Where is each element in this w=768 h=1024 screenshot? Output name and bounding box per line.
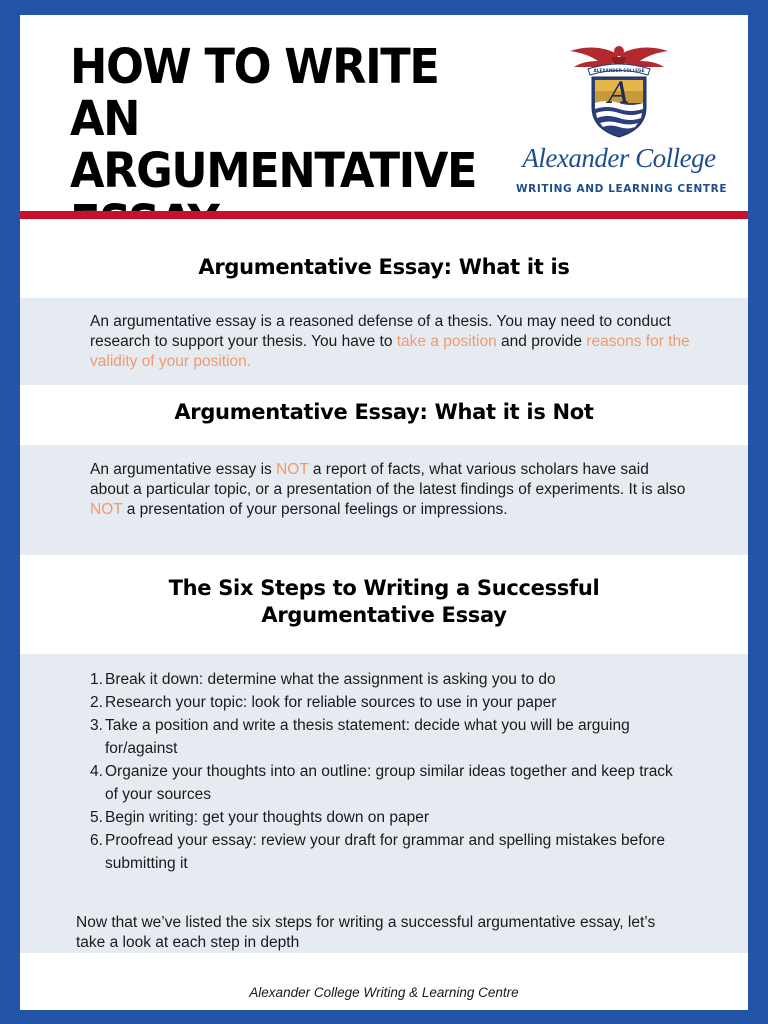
main-title-line-1: HOW TO WRITE AN: [70, 39, 439, 147]
section-steps-heading-line-1: The Six Steps to Writing a Successful: [168, 576, 600, 600]
section-what-it-is-not-paragraph: [90, 460, 690, 520]
step-number: 2.: [90, 694, 103, 711]
svg-text:A: A: [608, 76, 630, 111]
logo-college-name: Alexander College: [522, 143, 716, 173]
svg-text:ALEXANDER COLLEGE: ALEXANDER COLLEGE: [593, 68, 645, 73]
list-item: [90, 691, 690, 714]
highlight-not: NOT: [90, 501, 123, 518]
steps-list: [90, 668, 690, 875]
step-text: Take a position and write a thesis statement: decide what you will be arguing for/against: [105, 717, 630, 757]
list-item: [90, 714, 690, 760]
paragraph-text: a presentation of your personal feelings or impressions.: [122, 501, 508, 518]
section-what-it-is-body-band: [20, 298, 748, 385]
list-item: [90, 760, 690, 806]
section-what-it-is-paragraph: [90, 312, 690, 372]
highlight-take-a-position: take a position: [396, 333, 497, 350]
steps-closing-paragraph: Now that we’ve listed the six steps for writing a successful argumentative essay, let’s take a look at each step in depth: [76, 914, 656, 951]
list-item: [90, 806, 690, 829]
step-text: Organize your thoughts into an outline: group similar ideas together and keep track of your sources: [105, 763, 673, 803]
section-steps-heading-line-2: Argumentative Essay: [261, 603, 507, 627]
header-divider: [20, 211, 748, 219]
paragraph-text: a report of facts, what various scholars have said about a particular topic, or a presentation of the latest findings of experiments. It is also: [90, 461, 686, 498]
highlight-not: NOT: [276, 461, 309, 478]
logo-centre-name: WRITING AND LEARNING CENTRE: [516, 183, 728, 195]
paragraph-text: An argumentative essay is: [90, 461, 277, 478]
footer-text: Alexander College Writing & Learning Centre: [249, 985, 519, 1000]
section-what-it-is-not-heading-band: [20, 385, 748, 445]
step-number: 1.: [90, 671, 103, 688]
step-text: Break it down: determine what the assignment is asking you to do: [105, 671, 556, 688]
college-logo: [516, 41, 728, 201]
main-title-line-2: ARGUMENTATIVE: [70, 143, 477, 199]
section-steps-body-band: [20, 654, 748, 953]
section-what-it-is-heading-band: [20, 219, 748, 298]
college-crest-icon: [566, 41, 672, 139]
section-what-it-is-heading: Argumentative Essay: What it is: [198, 255, 570, 279]
step-number: 4.: [90, 763, 103, 780]
section-steps-heading-band: [20, 555, 748, 654]
header: [20, 15, 748, 211]
list-item: [90, 829, 690, 875]
paragraph-text: and provide: [496, 333, 587, 350]
step-text: Proofread your essay: review your draft for grammar and spelling mistakes before submitting it: [105, 832, 665, 872]
paragraph-text: An argumentative essay is a reasoned defense of a thesis. You may need to conduct research to support your thesis. You have to: [90, 313, 671, 350]
step-number: 5.: [90, 809, 103, 826]
step-text: Research your topic: look for reliable sources to use in your paper: [105, 694, 557, 711]
step-text: Begin writing: get your thoughts down on paper: [105, 809, 429, 826]
section-what-it-is-not-heading: Argumentative Essay: What it is Not: [174, 400, 594, 424]
section-steps-heading: [20, 575, 748, 629]
document-page: [20, 15, 748, 1010]
step-number: 6.: [90, 832, 103, 849]
list-item: [90, 668, 690, 691]
section-what-it-is-not-body-band: [20, 445, 748, 555]
step-number: 3.: [90, 717, 103, 734]
highlight-reasons-validity: reasons for the validity of your position.: [90, 333, 690, 370]
